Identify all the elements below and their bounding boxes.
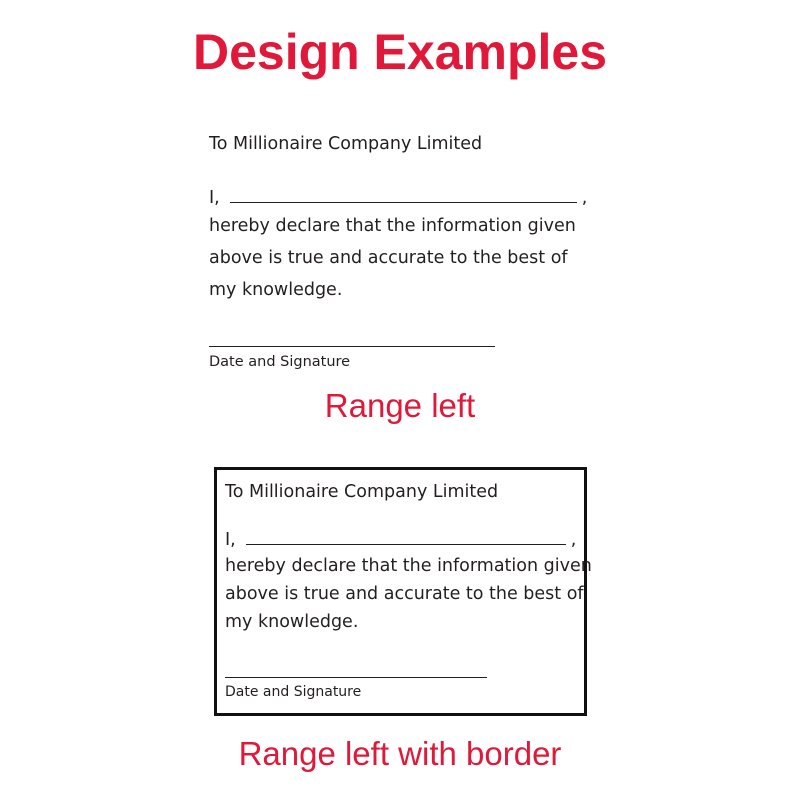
declaration-form xyxy=(209,128,587,306)
declarant-prefix: I, xyxy=(225,530,236,550)
signature-label: Date and Signature xyxy=(209,354,351,370)
body-line: my knowledge. xyxy=(225,612,359,632)
declarant-prefix: I, xyxy=(209,188,220,208)
body-line: my knowledge. xyxy=(209,280,343,300)
body-line: hereby declare that the information given xyxy=(209,216,576,236)
body-line: above is true and accurate to the best of xyxy=(225,584,584,604)
addressee: To Millionaire Company Limited xyxy=(209,134,483,154)
body-line: above is true and accurate to the best of xyxy=(209,248,568,268)
declaration-form xyxy=(225,476,592,636)
name-suffix: , xyxy=(570,530,577,550)
name-blank-field[interactable] xyxy=(246,526,566,545)
example-caption: Range left with border xyxy=(238,735,562,772)
page-title: Design Examples xyxy=(192,24,608,80)
signature-label: Date and Signature xyxy=(225,684,362,700)
example-caption: Range left xyxy=(324,387,476,424)
name-blank-field[interactable] xyxy=(230,184,577,203)
addressee: To Millionaire Company Limited xyxy=(225,482,499,502)
body-line: hereby declare that the information given xyxy=(225,556,592,576)
name-suffix: , xyxy=(581,188,588,208)
